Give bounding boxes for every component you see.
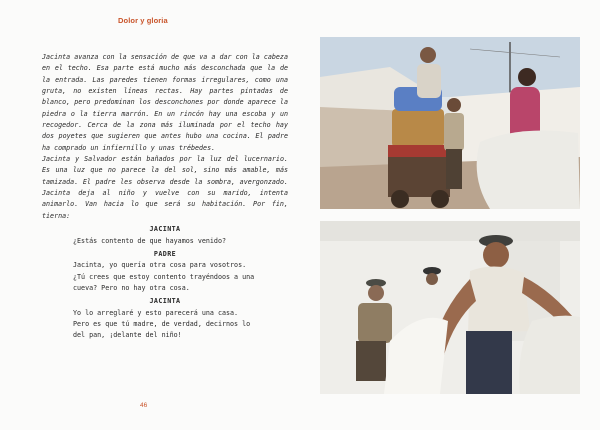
speaker-padre: PADRE [153,249,177,258]
stage-direction-2: Jacinta y Salvador están bañados por la luz del lucernario. Es una luz que no parece la del sol, sino más amable, más tamizada. El padre les observa desde la sombra, avergonzado. Jacinta deja al niño y vuelve con su marido, intenta animarlo. Van hacia lo que será su habitación. Por fin, tierna: [42,155,288,220]
page-number: 46 [140,402,148,409]
speaker-jacinta-1: JACINTA [149,225,181,234]
speaker-jacinta-2: JACINTA [149,297,181,306]
photo-family-cart [320,37,580,209]
dialogue-line-1: ¿Estás contento de que hayamos venido? [73,236,226,245]
dialogue-line-3: Yo lo arreglaré y esto parecerá una casa. Pero es que tú madre, de verdad, decirnos lo del pan, ¡delante del niño! [73,308,251,340]
running-header-title: Dolor y gloria [118,16,168,25]
stage-direction-1: Jacinta avanza con la sensación de que va a dar con la cabeza en el techo. Esa parte está mucho más desconchada que la de la entrada. Las paredes tienen formas irregulares, como una gruta, no existen líneas rectas. Hay partes pintadas de blanco, pero predominan los desconchones por donde aparece la piedra o la tierra marrón. En un rincón hay una escoba y un recogedor. Cerca de la zona más iluminada por el techo hay dos poyetes que sugieren que antes hubo una cocina. El padre ha comprado un infiernillo y unas trébedes. [42,53,288,152]
dialogue-line-2: Jacinta, yo quería otra cosa para vosotros. ¿Tú crees que estoy contento trayéndoos a una cueva? Pero no hay otra cosa. [73,261,255,292]
photo-young-man-wall [320,221,580,394]
script-text-column [42,52,288,342]
